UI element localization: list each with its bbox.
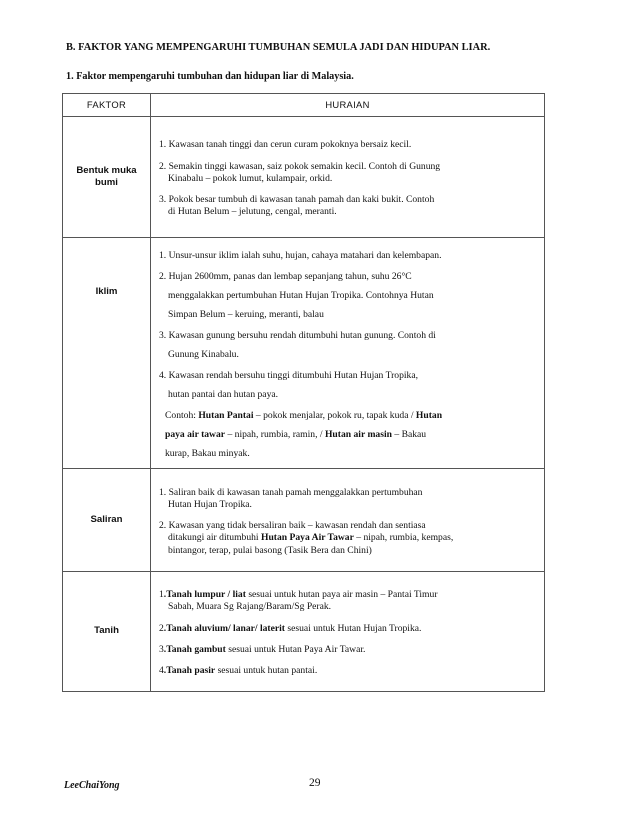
list-item: 1. Kawasan tanah tinggi dan cerun curam pokoknya bersaiz kecil. bbox=[159, 139, 412, 151]
description-cell bbox=[151, 571, 545, 691]
factor-label: Saliran bbox=[63, 468, 151, 571]
list-item: 4. Kawasan rendah bersuhu tinggi ditumbuhi Hutan Hujan Tropika, hutan pantai dan hutan paya. bbox=[159, 369, 418, 400]
table-row bbox=[63, 117, 545, 238]
list-item: 3. Kawasan gunung bersuhu rendah ditumbuhi hutan gunung. Contoh di Gunung Kinabalu. bbox=[159, 329, 436, 360]
factor-label: Bentuk muka bumi bbox=[63, 117, 151, 238]
contoh-block: Contoh: Hutan Pantai – pokok menjalar, pokok ru, tapak kuda / Hutan paya air tawar – nipah, rumbia, ramin, / Hutan air masin – Bakau kurap, Bakau minyak. bbox=[165, 409, 443, 459]
list-item: 2. Kawasan yang tidak bersaliran baik – kawasan rendah dan sentiasa ditakungi air ditumbuhi Hutan Paya Air Tawar – nipah, rumbia, kempas, bintangor, terap, pulai basong (Tasik Bera dan Chini) bbox=[159, 520, 454, 556]
footer-author: LeeChaiYong bbox=[64, 780, 120, 791]
list-item: 2. Hujan 2600mm, panas dan lembap sepanjang tahun, suhu 26°C menggalakkan pertumbuhan Hutan Hujan Tropika. Contohnya Hutan Simpan Belum – keruing, meranti, balau bbox=[159, 270, 434, 320]
faktor-table bbox=[62, 93, 545, 692]
table-row bbox=[63, 238, 545, 469]
description-cell bbox=[151, 117, 545, 238]
header-huraian: HURAIAN bbox=[151, 94, 545, 117]
section-subheading: 1. Faktor mempengaruhi tumbuhan dan hidupan liar di Malaysia. bbox=[66, 71, 354, 82]
table-row bbox=[63, 571, 545, 691]
section-heading: B. FAKTOR YANG MEMPENGARUHI TUMBUHAN SEMULA JADI DAN HIDUPAN LIAR. bbox=[66, 42, 491, 53]
list-item: 1.Tanah lumpur / liat sesuai untuk hutan paya air masin – Pantai Timur Sabah, Muara Sg Rajang/Baram/Sg Perak. bbox=[159, 589, 438, 613]
factor-label: Iklim bbox=[63, 238, 151, 469]
list-item: 2. Semakin tinggi kawasan, saiz pokok semakin kecil. Contoh di Gunung Kinabalu – pokok lumut, kulampair, orkid. bbox=[159, 160, 441, 184]
list-item: 1. Saliran baik di kawasan tanah pamah menggalakkan pertumbuhan Hutan Hujan Tropika. bbox=[159, 486, 423, 510]
description-cell bbox=[151, 238, 545, 469]
factor-label: Tanih bbox=[63, 571, 151, 691]
table-header-row bbox=[63, 94, 545, 117]
list-item: 3.Tanah gambut sesuai untuk Hutan Paya Air Tawar. bbox=[159, 643, 366, 655]
page-number: 29 bbox=[309, 777, 321, 789]
list-item: 1. Unsur-unsur iklim ialah suhu, hujan, cahaya matahari dan kelembapan. bbox=[159, 250, 442, 261]
header-faktor: FAKTOR bbox=[63, 94, 151, 117]
description-cell bbox=[151, 468, 545, 571]
list-item: 4.Tanah pasir sesuai untuk hutan pantai. bbox=[159, 665, 318, 677]
table-row bbox=[63, 468, 545, 571]
list-item: 3. Pokok besar tumbuh di kawasan tanah pamah dan kaki bukit. Contoh di Hutan Belum – jelutung, cengal, meranti. bbox=[159, 194, 435, 218]
list-item: 2.Tanah aluvium/ lanar/ laterit sesuai untuk Hutan Hujan Tropika. bbox=[159, 622, 422, 634]
